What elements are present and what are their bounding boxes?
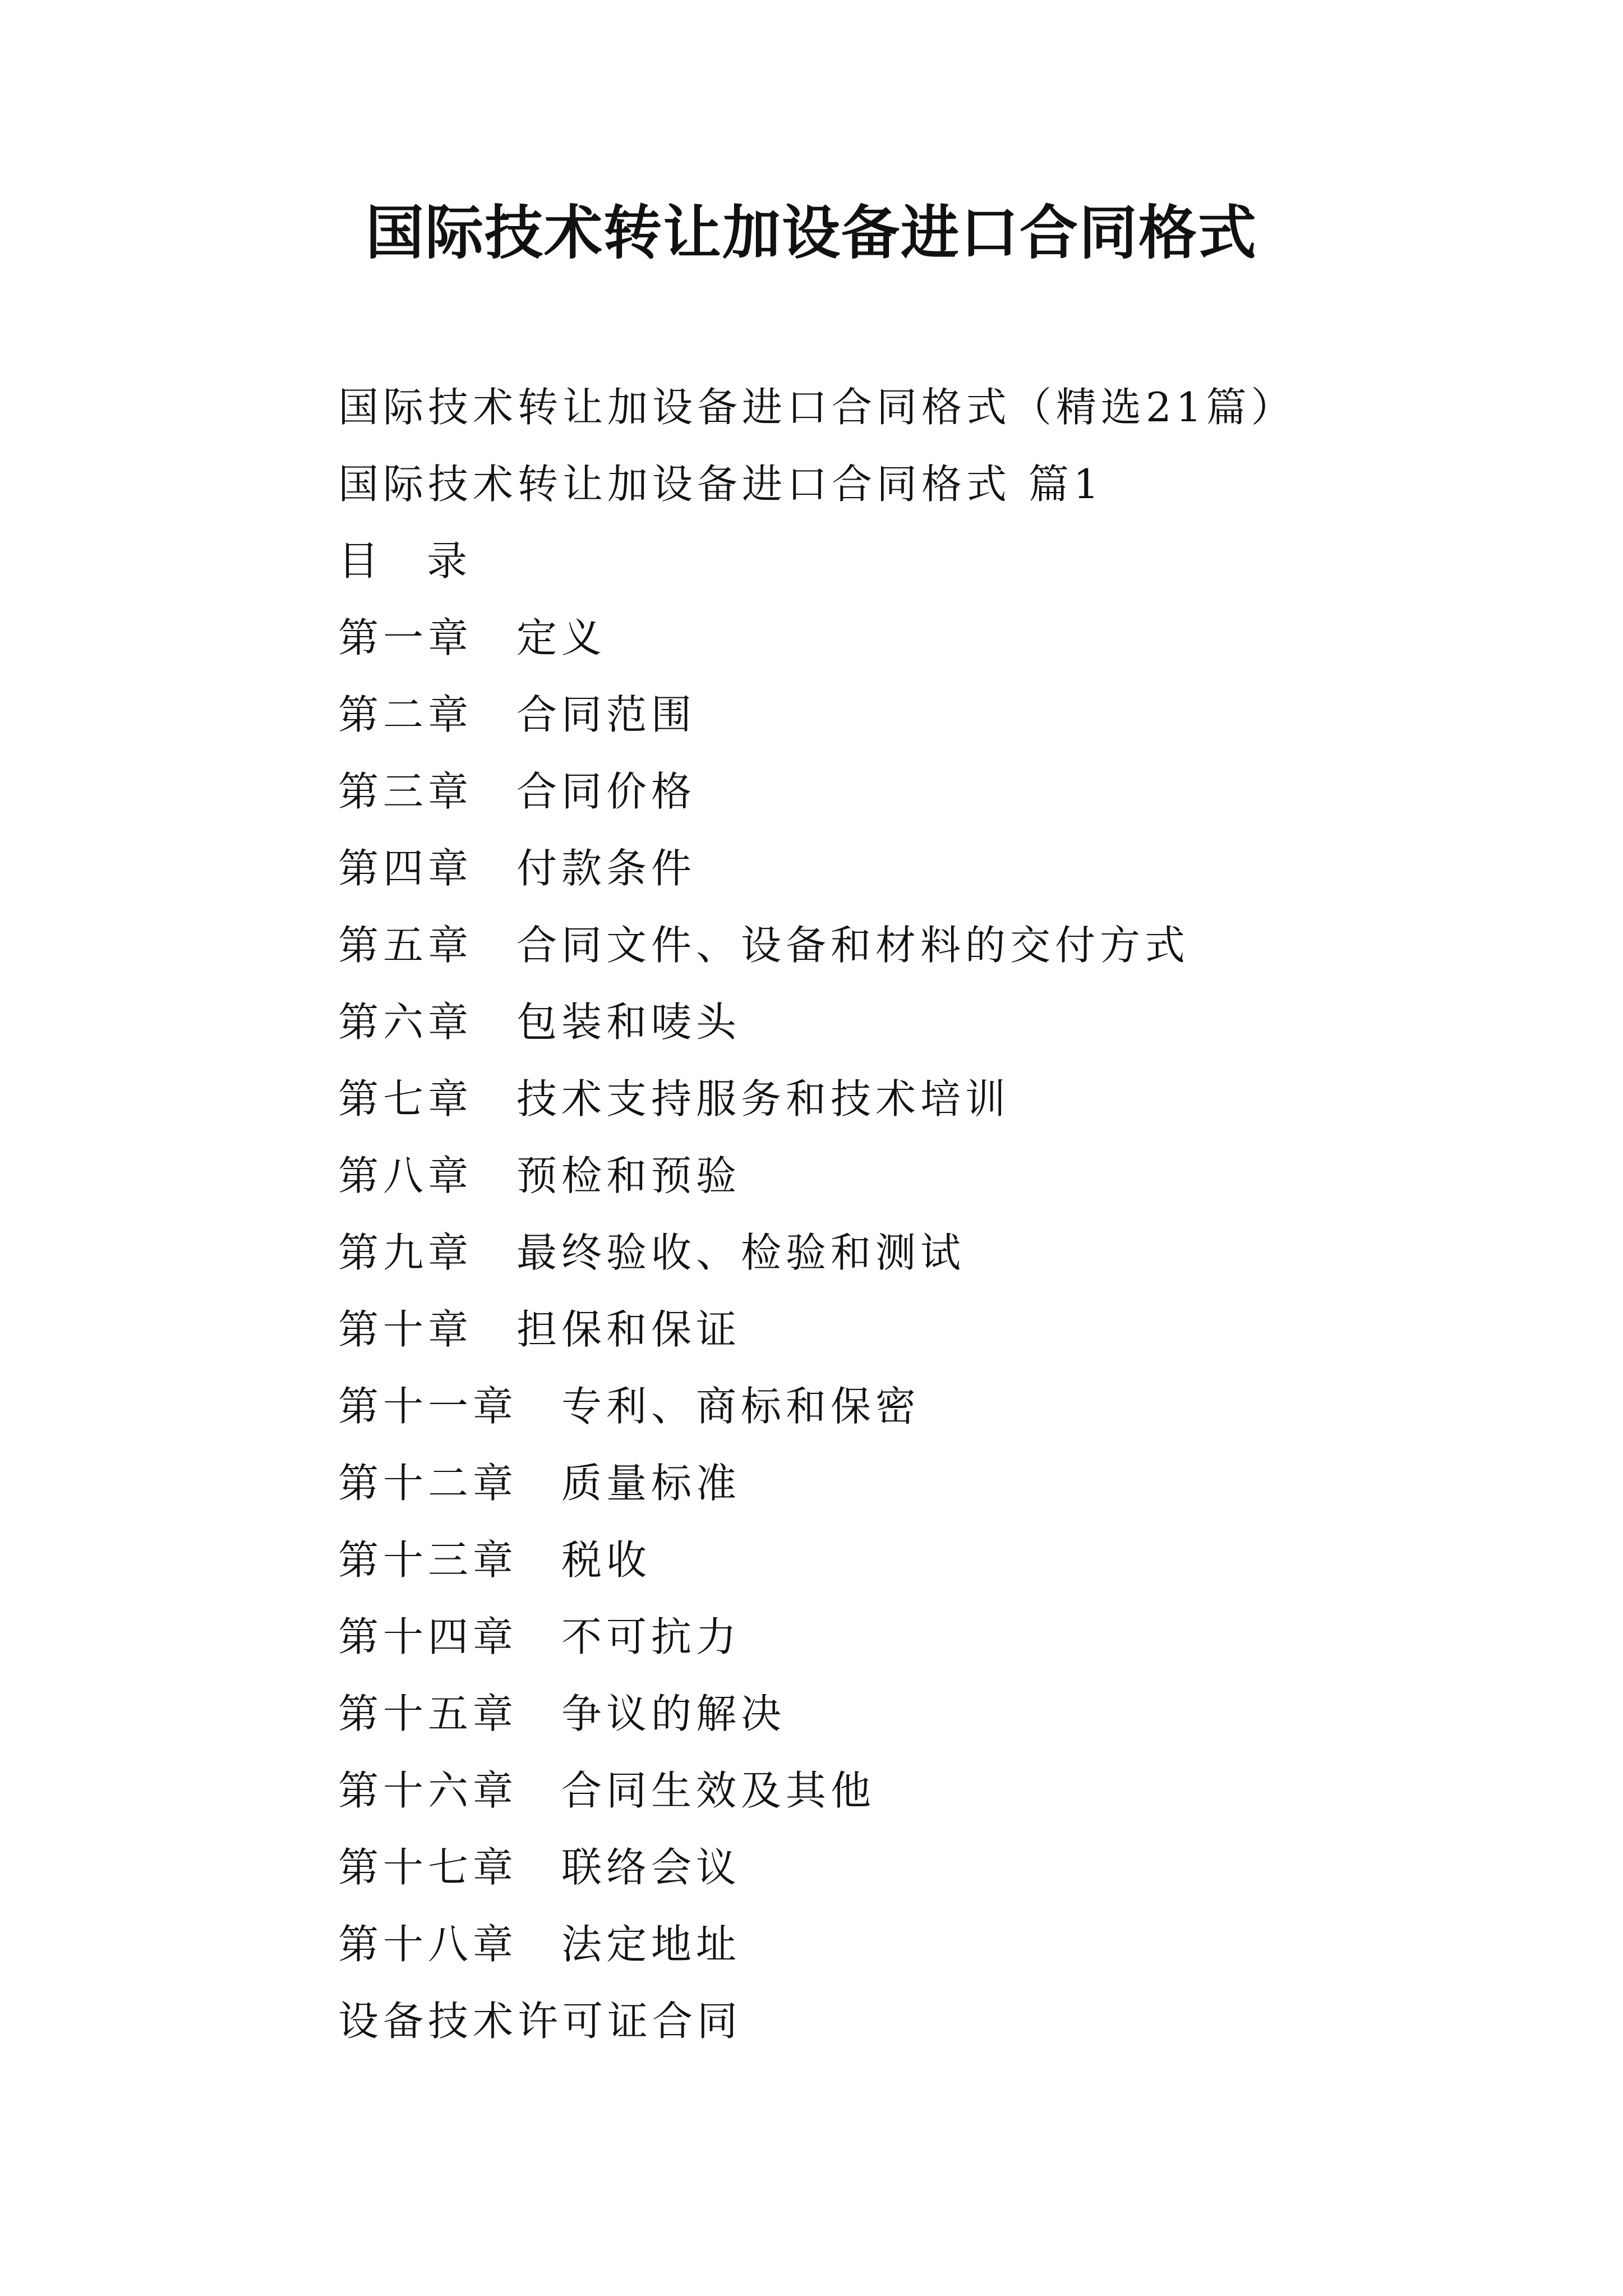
chapter-title: 不可抗力 (561, 1613, 741, 1660)
toc-item-chapter-15 (338, 1676, 1516, 1752)
toc-item-chapter-6 (338, 984, 1516, 1061)
chapter-number: 第十一章 (338, 1383, 518, 1430)
chapter-number: 第十四章 (338, 1613, 518, 1660)
toc-item-chapter-9 (338, 1214, 1516, 1291)
chapter-number: 第八章 (338, 1152, 473, 1199)
page-title: 国际技术转让加设备进口合同格式 (365, 198, 1257, 267)
toc-item-chapter-17 (338, 1829, 1516, 1906)
chapter-number: 第二章 (338, 691, 473, 738)
chapter-number: 第五章 (338, 922, 473, 969)
toc-item-chapter-16 (338, 1752, 1516, 1829)
toc-item-chapter-8 (338, 1138, 1516, 1214)
toc-item-chapter-18 (338, 1906, 1516, 1983)
toc-item-chapter-4 (338, 830, 1516, 907)
document-body (338, 369, 1516, 2060)
chapter-title: 联络会议 (561, 1844, 741, 1891)
chapter-title: 包装和唛头 (517, 999, 741, 1046)
toc-item-chapter-10 (338, 1291, 1516, 1368)
chapter-number: 第六章 (338, 999, 473, 1046)
chapter-number: 第一章 (338, 614, 473, 661)
document-subtitle: 国际技术转让加设备进口合同格式（精选21篇） (338, 384, 1296, 431)
chapter-number: 第十五章 (338, 1690, 518, 1737)
toc-item-chapter-7 (338, 1061, 1516, 1138)
chapter-title: 技术支持服务和技术培训 (517, 1075, 1011, 1122)
toc-item-chapter-14 (338, 1599, 1516, 1676)
chapter-title: 争议的解决 (561, 1690, 786, 1737)
table-of-contents (338, 600, 1516, 1983)
chapter-title: 付款条件 (517, 845, 697, 892)
toc-item-chapter-5 (338, 907, 1516, 984)
chapter-title: 法定地址 (561, 1921, 741, 1968)
chapter-title: 合同生效及其他 (561, 1767, 876, 1814)
toc-item-chapter-12 (338, 1445, 1516, 1522)
closing-line: 设备技术许可证合同 (338, 1998, 743, 2045)
toc-label-part1: 目 (338, 537, 384, 585)
chapter-title: 定义 (517, 614, 607, 661)
chapter-number: 第十二章 (338, 1460, 518, 1507)
chapter-title: 合同范围 (517, 691, 697, 738)
chapter-title: 专利、商标和保密 (561, 1383, 921, 1430)
toc-label-part2: 录 (427, 537, 472, 585)
toc-label (338, 523, 1516, 600)
chapter-number: 第十七章 (338, 1844, 518, 1891)
chapter-number: 第三章 (338, 768, 473, 815)
chapter-number: 第十六章 (338, 1767, 518, 1814)
chapter-number: 第十八章 (338, 1921, 518, 1968)
toc-item-chapter-13 (338, 1522, 1516, 1599)
chapter-number: 第十三章 (338, 1536, 518, 1584)
chapter-title: 担保和保证 (517, 1306, 741, 1353)
chapter-title: 合同价格 (517, 768, 697, 815)
toc-item-chapter-2 (338, 677, 1516, 753)
toc-item-chapter-3 (338, 753, 1516, 830)
chapter-number: 第四章 (338, 845, 473, 892)
chapter-number: 第九章 (338, 1229, 473, 1276)
section-heading: 国际技术转让加设备进口合同格式 篇1 (338, 461, 1104, 508)
toc-item-chapter-1 (338, 600, 1516, 677)
chapter-number: 第十章 (338, 1306, 473, 1353)
chapter-number: 第七章 (338, 1075, 473, 1122)
chapter-title: 税收 (561, 1536, 652, 1584)
chapter-title: 质量标准 (561, 1460, 741, 1507)
chapter-title: 最终验收、检验和测试 (517, 1229, 966, 1276)
chapter-title: 预检和预验 (517, 1152, 741, 1199)
toc-item-chapter-11 (338, 1368, 1516, 1445)
chapter-title: 合同文件、设备和材料的交付方式 (517, 922, 1190, 969)
